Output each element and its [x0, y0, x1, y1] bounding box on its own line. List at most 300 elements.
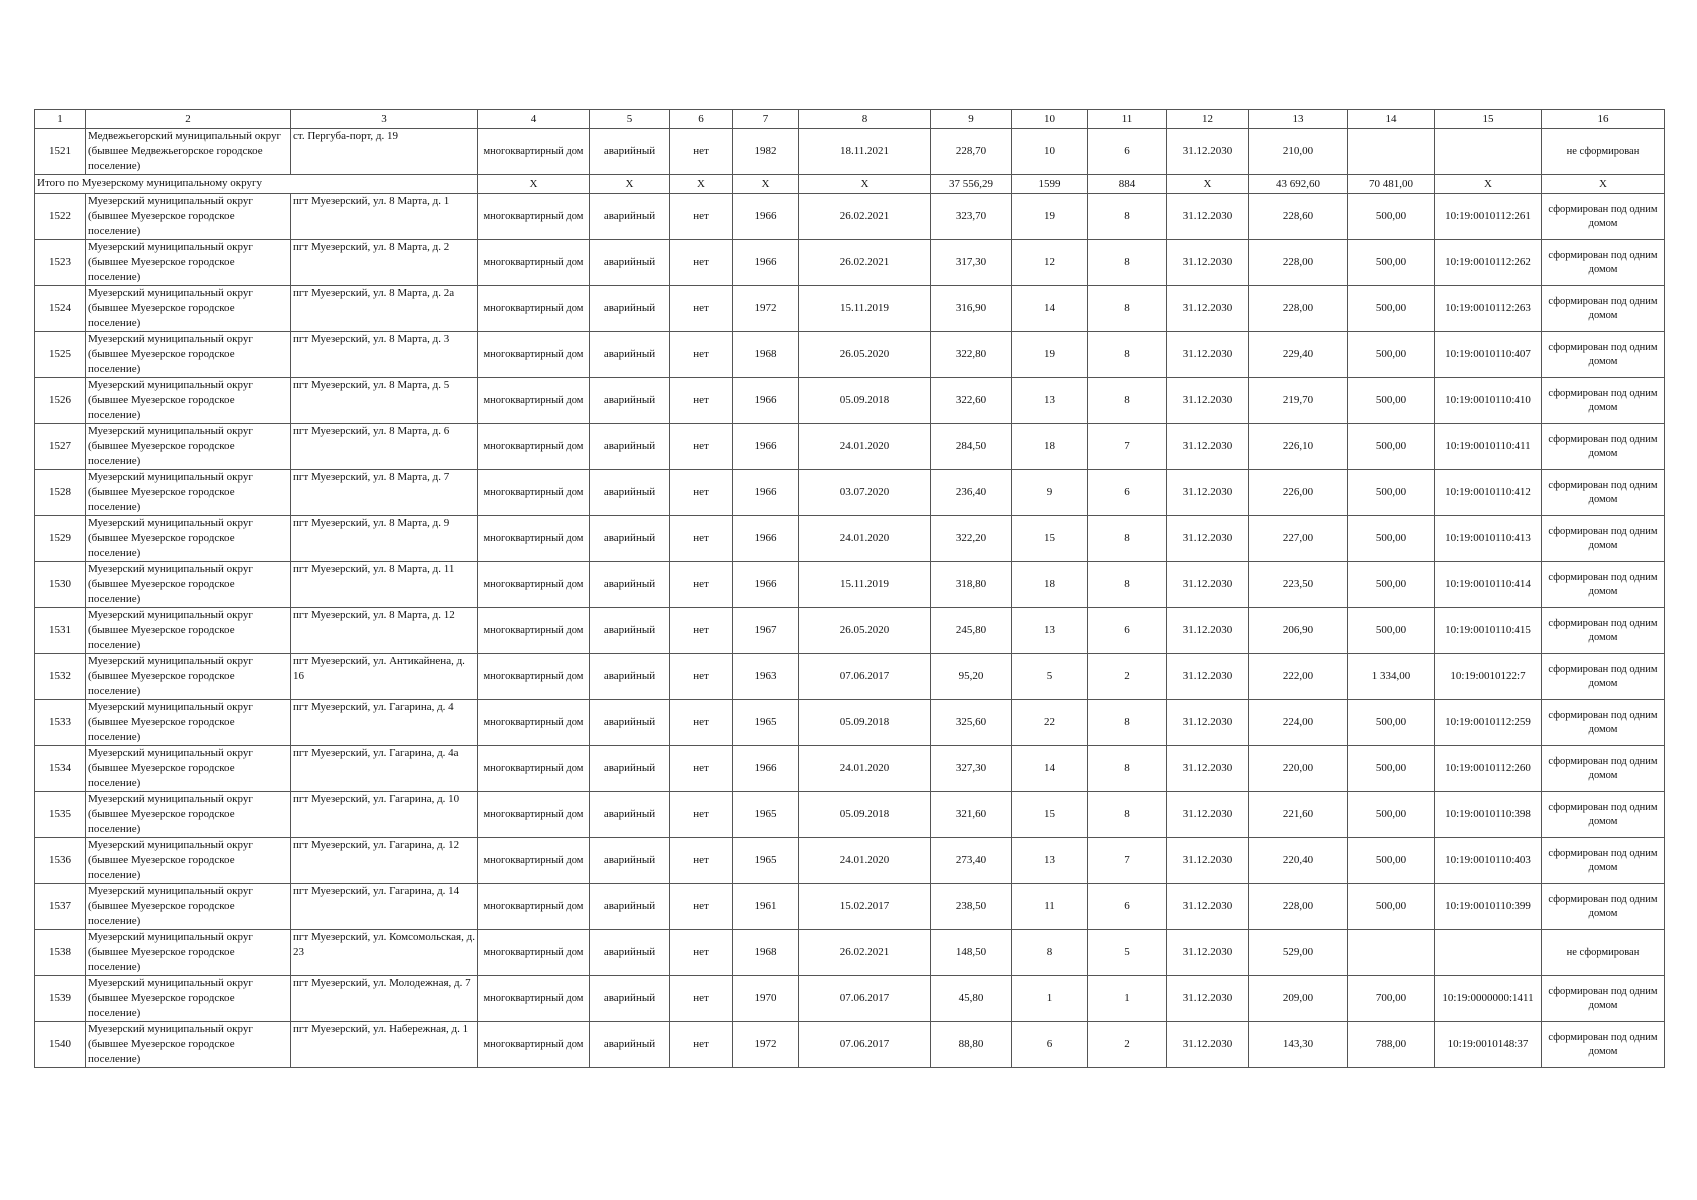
cell-residents: 22: [1012, 700, 1088, 746]
cell-municipality: Муезерский муниципальный округ (бывшее Муезерское городское поселение): [86, 930, 291, 976]
cell-condition: аварийный: [590, 424, 670, 470]
cell-year: 1966: [733, 424, 799, 470]
cell-address: пгт Муезерский, ул. 8 Марта, д. 9: [291, 516, 478, 562]
cell-flag: нет: [670, 746, 733, 792]
cell-municipality: Муезерский муниципальный округ (бывшее Муезерское городское поселение): [86, 332, 291, 378]
total-cell-apartments: 884: [1088, 175, 1167, 194]
cell-row-number: 1534: [35, 746, 86, 792]
cell-area: 238,50: [931, 884, 1012, 930]
cell-land-area: 500,00: [1348, 378, 1435, 424]
cell-date: 15.02.2017: [799, 884, 931, 930]
cell-flag: нет: [670, 700, 733, 746]
cell-date: 07.06.2017: [799, 1022, 931, 1068]
cell-date: 07.06.2017: [799, 654, 931, 700]
table-row: [35, 470, 1665, 516]
cell-address: пгт Муезерский, ул. 8 Марта, д. 2: [291, 240, 478, 286]
cell-cadastral-number: 10:19:0010110:410: [1435, 378, 1542, 424]
table-row: [35, 838, 1665, 884]
column-number-header: 3: [291, 110, 478, 129]
cell-row-number: 1537: [35, 884, 86, 930]
cell-amount: 228,00: [1249, 884, 1348, 930]
table-row: [35, 884, 1665, 930]
cell-land-status: сформирован под одним домом: [1542, 240, 1665, 286]
cell-area: 322,20: [931, 516, 1012, 562]
column-number-header: 7: [733, 110, 799, 129]
cell-deadline: 31.12.2030: [1167, 746, 1249, 792]
cell-amount: 529,00: [1249, 930, 1348, 976]
cell-flag: нет: [670, 608, 733, 654]
cell-condition: аварийный: [590, 470, 670, 516]
cell-row-number: 1521: [35, 129, 86, 175]
cell-date: 24.01.2020: [799, 516, 931, 562]
cell-address: пгт Муезерский, ул. 8 Марта, д. 3: [291, 332, 478, 378]
cell-land-area: 500,00: [1348, 516, 1435, 562]
total-cell-land-area: 70 481,00: [1348, 175, 1435, 194]
table-row: [35, 516, 1665, 562]
cell-row-number: 1531: [35, 608, 86, 654]
cell-condition: аварийный: [590, 562, 670, 608]
cell-land-area: 500,00: [1348, 332, 1435, 378]
cell-apartments: 6: [1088, 884, 1167, 930]
cell-residents: 8: [1012, 930, 1088, 976]
cell-row-number: 1524: [35, 286, 86, 332]
cell-year: 1961: [733, 884, 799, 930]
cell-land-status: сформирован под одним домом: [1542, 792, 1665, 838]
cell-municipality: Муезерский муниципальный округ (бывшее Муезерское городское поселение): [86, 746, 291, 792]
cell-cadastral-number: 10:19:0010110:411: [1435, 424, 1542, 470]
cell-municipality: Муезерский муниципальный округ (бывшее Муезерское городское поселение): [86, 884, 291, 930]
cell-building-type: многоквартирный дом: [478, 240, 590, 286]
cell-cadastral-number: 10:19:0010112:259: [1435, 700, 1542, 746]
cell-date: 05.09.2018: [799, 378, 931, 424]
total-cell-deadline: X: [1167, 175, 1249, 194]
cell-deadline: 31.12.2030: [1167, 240, 1249, 286]
cell-cadastral-number: 10:19:0000000:1411: [1435, 976, 1542, 1022]
table-row: [35, 332, 1665, 378]
cell-date: 26.05.2020: [799, 332, 931, 378]
cell-land-status: сформирован под одним домом: [1542, 332, 1665, 378]
cell-municipality: Муезерский муниципальный округ (бывшее Муезерское городское поселение): [86, 608, 291, 654]
table-row: [35, 792, 1665, 838]
cell-area: 318,80: [931, 562, 1012, 608]
cell-year: 1970: [733, 976, 799, 1022]
cell-row-number: 1535: [35, 792, 86, 838]
cell-amount: 224,00: [1249, 700, 1348, 746]
cell-building-type: многоквартирный дом: [478, 470, 590, 516]
cell-address: пгт Муезерский, ул. Гагарина, д. 4а: [291, 746, 478, 792]
cell-amount: 209,00: [1249, 976, 1348, 1022]
cell-date: 26.02.2021: [799, 194, 931, 240]
cell-land-status: сформирован под одним домом: [1542, 286, 1665, 332]
cell-residents: 13: [1012, 378, 1088, 424]
cell-land-area: 500,00: [1348, 562, 1435, 608]
cell-apartments: 8: [1088, 332, 1167, 378]
cell-apartments: 2: [1088, 654, 1167, 700]
cell-land-area: 500,00: [1348, 608, 1435, 654]
cell-land-area: [1348, 930, 1435, 976]
cell-cadastral-number: 10:19:0010110:399: [1435, 884, 1542, 930]
cell-condition: аварийный: [590, 194, 670, 240]
cell-municipality: Муезерский муниципальный округ (бывшее Муезерское городское поселение): [86, 286, 291, 332]
cell-land-area: 500,00: [1348, 792, 1435, 838]
cell-residents: 11: [1012, 884, 1088, 930]
cell-municipality: Муезерский муниципальный округ (бывшее Муезерское городское поселение): [86, 1022, 291, 1068]
cell-municipality: Муезерский муниципальный округ (бывшее Муезерское городское поселение): [86, 700, 291, 746]
cell-area: 95,20: [931, 654, 1012, 700]
cell-land-area: 788,00: [1348, 1022, 1435, 1068]
cell-condition: аварийный: [590, 332, 670, 378]
cell-condition: аварийный: [590, 1022, 670, 1068]
housing-register-table: [34, 109, 1665, 1068]
cell-building-type: многоквартирный дом: [478, 424, 590, 470]
cell-land-status: сформирован под одним домом: [1542, 424, 1665, 470]
cell-flag: нет: [670, 884, 733, 930]
cell-row-number: 1525: [35, 332, 86, 378]
cell-amount: 143,30: [1249, 1022, 1348, 1068]
cell-residents: 12: [1012, 240, 1088, 286]
table-row: [35, 378, 1665, 424]
cell-apartments: 6: [1088, 470, 1167, 516]
cell-flag: нет: [670, 286, 733, 332]
cell-flag: нет: [670, 332, 733, 378]
cell-land-status: сформирован под одним домом: [1542, 470, 1665, 516]
cell-building-type: многоквартирный дом: [478, 792, 590, 838]
cell-land-status: сформирован под одним домом: [1542, 194, 1665, 240]
total-cell-building-type: X: [478, 175, 590, 194]
table-row: [35, 608, 1665, 654]
cell-building-type: многоквартирный дом: [478, 194, 590, 240]
cell-condition: аварийный: [590, 838, 670, 884]
cell-row-number: 1526: [35, 378, 86, 424]
cell-building-type: многоквартирный дом: [478, 516, 590, 562]
cell-cadastral-number: 10:19:0010110:403: [1435, 838, 1542, 884]
cell-area: 273,40: [931, 838, 1012, 884]
cell-cadastral-number: 10:19:0010112:260: [1435, 746, 1542, 792]
cell-date: 26.02.2021: [799, 240, 931, 286]
cell-row-number: 1528: [35, 470, 86, 516]
cell-land-status: сформирован под одним домом: [1542, 654, 1665, 700]
column-number-header: 4: [478, 110, 590, 129]
table-row: [35, 700, 1665, 746]
cell-address: пгт Муезерский, ул. 8 Марта, д. 1: [291, 194, 478, 240]
cell-flag: нет: [670, 838, 733, 884]
cell-cadastral-number: 10:19:0010122:7: [1435, 654, 1542, 700]
cell-condition: аварийный: [590, 654, 670, 700]
cell-area: 327,30: [931, 746, 1012, 792]
cell-address: ст. Пергуба-порт, д. 19: [291, 129, 478, 175]
cell-flag: нет: [670, 654, 733, 700]
column-number-header: 16: [1542, 110, 1665, 129]
cell-condition: аварийный: [590, 976, 670, 1022]
table-row: [35, 562, 1665, 608]
cell-flag: нет: [670, 1022, 733, 1068]
cell-year: 1972: [733, 1022, 799, 1068]
cell-municipality: Муезерский муниципальный округ (бывшее Муезерское городское поселение): [86, 194, 291, 240]
cell-municipality: Медвежьегорский муниципальный округ (бывшее Медвежьегорское городское поселение): [86, 129, 291, 175]
cell-land-area: 500,00: [1348, 240, 1435, 286]
cell-apartments: 7: [1088, 838, 1167, 884]
cell-year: 1965: [733, 838, 799, 884]
cell-amount: 222,00: [1249, 654, 1348, 700]
cell-deadline: 31.12.2030: [1167, 129, 1249, 175]
cell-land-area: 500,00: [1348, 286, 1435, 332]
cell-year: 1967: [733, 608, 799, 654]
cell-condition: аварийный: [590, 129, 670, 175]
cell-apartments: 8: [1088, 516, 1167, 562]
table-row: [35, 976, 1665, 1022]
cell-apartments: 8: [1088, 700, 1167, 746]
total-cell-amount: 43 692,60: [1249, 175, 1348, 194]
cell-municipality: Муезерский муниципальный округ (бывшее Муезерское городское поселение): [86, 424, 291, 470]
table-row: [35, 424, 1665, 470]
cell-building-type: многоквартирный дом: [478, 129, 590, 175]
column-number-header: 15: [1435, 110, 1542, 129]
cell-residents: 14: [1012, 286, 1088, 332]
cell-land-area: 1 334,00: [1348, 654, 1435, 700]
cell-row-number: 1529: [35, 516, 86, 562]
cell-year: 1972: [733, 286, 799, 332]
table-row: [35, 746, 1665, 792]
cell-row-number: 1527: [35, 424, 86, 470]
cell-condition: аварийный: [590, 516, 670, 562]
cell-date: 15.11.2019: [799, 562, 931, 608]
column-number-header: 14: [1348, 110, 1435, 129]
cell-cadastral-number: 10:19:0010110:414: [1435, 562, 1542, 608]
cell-amount: 229,40: [1249, 332, 1348, 378]
cell-building-type: многоквартирный дом: [478, 608, 590, 654]
total-cell-land-status: X: [1542, 175, 1665, 194]
cell-flag: нет: [670, 378, 733, 424]
cell-flag: нет: [670, 516, 733, 562]
cell-residents: 6: [1012, 1022, 1088, 1068]
cell-municipality: Муезерский муниципальный округ (бывшее Муезерское городское поселение): [86, 470, 291, 516]
cell-year: 1965: [733, 700, 799, 746]
cell-building-type: многоквартирный дом: [478, 286, 590, 332]
cell-land-status: сформирован под одним домом: [1542, 378, 1665, 424]
total-row: [35, 175, 1665, 194]
cell-apartments: 6: [1088, 129, 1167, 175]
total-cell-condition: X: [590, 175, 670, 194]
cell-deadline: 31.12.2030: [1167, 424, 1249, 470]
cell-building-type: многоквартирный дом: [478, 378, 590, 424]
cell-deadline: 31.12.2030: [1167, 562, 1249, 608]
table-row: [35, 930, 1665, 976]
cell-deadline: 31.12.2030: [1167, 654, 1249, 700]
cell-row-number: 1538: [35, 930, 86, 976]
column-number-header-row: [35, 110, 1665, 129]
cell-date: 07.06.2017: [799, 976, 931, 1022]
cell-deadline: 31.12.2030: [1167, 608, 1249, 654]
cell-date: 26.02.2021: [799, 930, 931, 976]
cell-cadastral-number: 10:19:0010110:407: [1435, 332, 1542, 378]
cell-condition: аварийный: [590, 792, 670, 838]
cell-year: 1966: [733, 240, 799, 286]
cell-building-type: многоквартирный дом: [478, 930, 590, 976]
cell-deadline: 31.12.2030: [1167, 792, 1249, 838]
cell-land-area: 500,00: [1348, 884, 1435, 930]
cell-flag: нет: [670, 424, 733, 470]
cell-condition: аварийный: [590, 746, 670, 792]
table-row: [35, 194, 1665, 240]
cell-area: 236,40: [931, 470, 1012, 516]
cell-municipality: Муезерский муниципальный округ (бывшее Муезерское городское поселение): [86, 792, 291, 838]
cell-amount: 228,00: [1249, 286, 1348, 332]
cell-amount: 223,50: [1249, 562, 1348, 608]
cell-apartments: 8: [1088, 194, 1167, 240]
cell-apartments: 5: [1088, 930, 1167, 976]
cell-date: 24.01.2020: [799, 838, 931, 884]
cell-address: пгт Муезерский, ул. 8 Марта, д. 12: [291, 608, 478, 654]
table-row: [35, 286, 1665, 332]
cell-row-number: 1536: [35, 838, 86, 884]
cell-area: 45,80: [931, 976, 1012, 1022]
cell-apartments: 6: [1088, 608, 1167, 654]
cell-apartments: 2: [1088, 1022, 1167, 1068]
cell-flag: нет: [670, 194, 733, 240]
cell-land-status: сформирован под одним домом: [1542, 608, 1665, 654]
cell-address: пгт Муезерский, ул. 8 Марта, д. 2а: [291, 286, 478, 332]
cell-residents: 13: [1012, 608, 1088, 654]
cell-deadline: 31.12.2030: [1167, 516, 1249, 562]
cell-land-status: сформирован под одним домом: [1542, 976, 1665, 1022]
cell-residents: 18: [1012, 424, 1088, 470]
cell-area: 148,50: [931, 930, 1012, 976]
table-row: [35, 1022, 1665, 1068]
cell-row-number: 1533: [35, 700, 86, 746]
cell-area: 323,70: [931, 194, 1012, 240]
cell-building-type: многоквартирный дом: [478, 1022, 590, 1068]
cell-row-number: 1532: [35, 654, 86, 700]
column-number-header: 2: [86, 110, 291, 129]
cell-address: пгт Муезерский, ул. 8 Марта, д. 7: [291, 470, 478, 516]
table-row: [35, 654, 1665, 700]
cell-cadastral-number: 10:19:0010110:398: [1435, 792, 1542, 838]
cell-amount: 226,00: [1249, 470, 1348, 516]
cell-condition: аварийный: [590, 700, 670, 746]
cell-row-number: 1522: [35, 194, 86, 240]
cell-year: 1966: [733, 516, 799, 562]
cell-address: пгт Муезерский, ул. Набережная, д. 1: [291, 1022, 478, 1068]
cell-date: 05.09.2018: [799, 700, 931, 746]
cell-address: пгт Муезерский, ул. 8 Марта, д. 6: [291, 424, 478, 470]
cell-municipality: Муезерский муниципальный округ (бывшее Муезерское городское поселение): [86, 378, 291, 424]
cell-cadastral-number: 10:19:0010110:413: [1435, 516, 1542, 562]
table-row: [35, 129, 1665, 175]
cell-residents: 19: [1012, 332, 1088, 378]
cell-building-type: многоквартирный дом: [478, 332, 590, 378]
cell-flag: нет: [670, 976, 733, 1022]
cell-flag: нет: [670, 930, 733, 976]
column-number-header: 13: [1249, 110, 1348, 129]
cell-land-area: 500,00: [1348, 470, 1435, 516]
cell-flag: нет: [670, 129, 733, 175]
total-cell-date: X: [799, 175, 931, 194]
cell-land-area: [1348, 129, 1435, 175]
cell-municipality: Муезерский муниципальный округ (бывшее Муезерское городское поселение): [86, 240, 291, 286]
cell-address: пгт Муезерский, ул. Молодежная, д. 7: [291, 976, 478, 1022]
cell-year: 1966: [733, 194, 799, 240]
cell-land-status: сформирован под одним домом: [1542, 1022, 1665, 1068]
cell-area: 245,80: [931, 608, 1012, 654]
cell-building-type: многоквартирный дом: [478, 562, 590, 608]
cell-condition: аварийный: [590, 884, 670, 930]
cell-year: 1966: [733, 746, 799, 792]
cell-address: пгт Муезерский, ул. 8 Марта, д. 11: [291, 562, 478, 608]
cell-land-status: не сформирован: [1542, 129, 1665, 175]
cell-deadline: 31.12.2030: [1167, 378, 1249, 424]
cell-apartments: 8: [1088, 746, 1167, 792]
cell-amount: 206,90: [1249, 608, 1348, 654]
cell-residents: 15: [1012, 516, 1088, 562]
cell-address: пгт Муезерский, ул. Антикайнена, д. 16: [291, 654, 478, 700]
cell-year: 1963: [733, 654, 799, 700]
cell-residents: 9: [1012, 470, 1088, 516]
column-number-header: 12: [1167, 110, 1249, 129]
column-number-header: 5: [590, 110, 670, 129]
cell-municipality: Муезерский муниципальный округ (бывшее Муезерское городское поселение): [86, 838, 291, 884]
cell-year: 1968: [733, 930, 799, 976]
cell-cadastral-number: 10:19:0010112:261: [1435, 194, 1542, 240]
cell-land-area: 500,00: [1348, 700, 1435, 746]
cell-area: 325,60: [931, 700, 1012, 746]
cell-municipality: Муезерский муниципальный округ (бывшее Муезерское городское поселение): [86, 976, 291, 1022]
cell-building-type: многоквартирный дом: [478, 746, 590, 792]
cell-row-number: 1539: [35, 976, 86, 1022]
cell-building-type: многоквартирный дом: [478, 838, 590, 884]
cell-condition: аварийный: [590, 378, 670, 424]
cell-date: 24.01.2020: [799, 424, 931, 470]
cell-land-status: не сформирован: [1542, 930, 1665, 976]
cell-residents: 13: [1012, 838, 1088, 884]
cell-municipality: Муезерский муниципальный округ (бывшее Муезерское городское поселение): [86, 654, 291, 700]
total-label: Итого по Муезерскому муниципальному округу: [35, 175, 478, 194]
cell-flag: нет: [670, 240, 733, 286]
cell-year: 1968: [733, 332, 799, 378]
cell-cadastral-number: [1435, 930, 1542, 976]
cell-cadastral-number: [1435, 129, 1542, 175]
cell-apartments: 7: [1088, 424, 1167, 470]
cell-land-status: сформирован под одним домом: [1542, 516, 1665, 562]
cell-amount: 210,00: [1249, 129, 1348, 175]
cell-date: 03.07.2020: [799, 470, 931, 516]
cell-condition: аварийный: [590, 286, 670, 332]
cell-row-number: 1523: [35, 240, 86, 286]
table-row: [35, 240, 1665, 286]
cell-residents: 5: [1012, 654, 1088, 700]
cell-year: 1966: [733, 470, 799, 516]
cell-deadline: 31.12.2030: [1167, 332, 1249, 378]
column-number-header: 11: [1088, 110, 1167, 129]
cell-building-type: многоквартирный дом: [478, 976, 590, 1022]
cell-apartments: 8: [1088, 792, 1167, 838]
cell-deadline: 31.12.2030: [1167, 194, 1249, 240]
cell-flag: нет: [670, 470, 733, 516]
cell-residents: 15: [1012, 792, 1088, 838]
total-cell-area: 37 556,29: [931, 175, 1012, 194]
cell-amount: 220,00: [1249, 746, 1348, 792]
cell-cadastral-number: 10:19:0010110:415: [1435, 608, 1542, 654]
cell-land-status: сформирован под одним домом: [1542, 746, 1665, 792]
cell-deadline: 31.12.2030: [1167, 286, 1249, 332]
cell-amount: 228,60: [1249, 194, 1348, 240]
cell-year: 1982: [733, 129, 799, 175]
cell-date: 24.01.2020: [799, 746, 931, 792]
cell-cadastral-number: 10:19:0010112:262: [1435, 240, 1542, 286]
cell-year: 1966: [733, 562, 799, 608]
column-number-header: 9: [931, 110, 1012, 129]
cell-cadastral-number: 10:19:0010110:412: [1435, 470, 1542, 516]
cell-deadline: 31.12.2030: [1167, 1022, 1249, 1068]
